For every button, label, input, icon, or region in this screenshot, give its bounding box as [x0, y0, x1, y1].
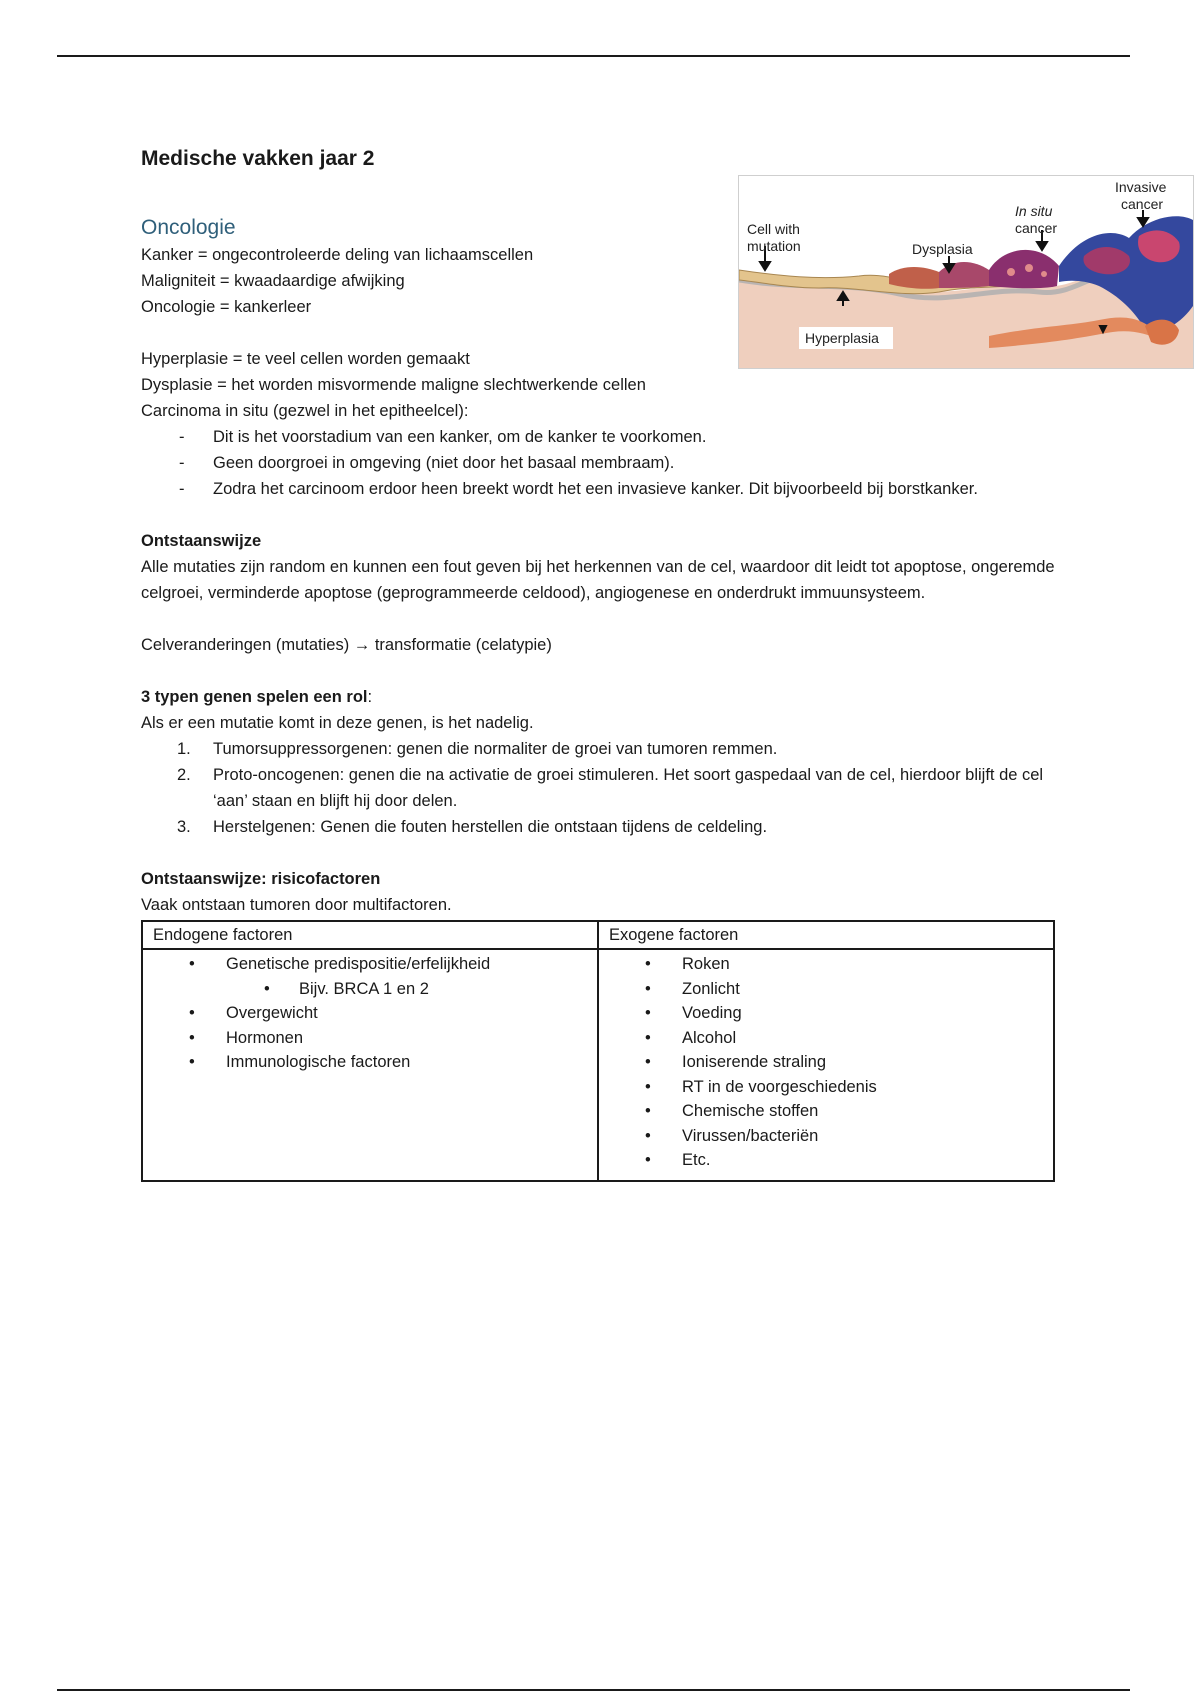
genen-heading — [141, 684, 1061, 710]
document-title: Medische vakken jaar 2 — [141, 147, 375, 170]
list-item: • Zonlicht — [599, 977, 1053, 1002]
genen-heading-text: 3 typen genen spelen een rol — [141, 688, 368, 706]
genen-intro: Als er een mutatie komt in deze genen, is het nadelig. — [141, 714, 534, 732]
label-hyperplasia: Hyperplasia — [805, 330, 879, 346]
genen-heading-suffix: : — [367, 688, 373, 706]
list-item: • RT in de voorgeschiedenis — [599, 1075, 1053, 1100]
list-item — [141, 762, 1061, 814]
list-item: • Hormonen — [143, 1026, 597, 1051]
list-item: • Alcohol — [599, 1026, 1053, 1051]
list-item: • Ioniserende straling — [599, 1050, 1053, 1075]
list-number: 1. — [177, 740, 191, 758]
risk-factors-table — [141, 920, 1055, 1182]
header-rule — [57, 55, 1130, 57]
list-item: • Bijv. BRCA 1 en 2 — [143, 977, 597, 1002]
definition-hyperplasie: Hyperplasie = te veel cellen worden gemaakt — [141, 350, 470, 368]
list-number: 2. — [177, 766, 191, 784]
label-cell-with-mutation-1: Cell with — [747, 221, 800, 237]
label-dysplasia: Dysplasia — [912, 241, 973, 257]
endogeen-list — [143, 952, 597, 1075]
list-item: • Chemische stoffen — [599, 1099, 1053, 1124]
list-text: Proto-oncogenen: genen die na activatie de groei stimuleren. Het soort gaspedaal van de cel, hierdoor blijft de cel ‘aan’ staan en blijft hij door delen. — [213, 766, 1044, 810]
carcinoma-intro: Carcinoma in situ (gezwel in het epitheelcel): — [141, 402, 469, 420]
definition-oncologie: Oncologie = kankerleer — [141, 298, 312, 316]
ontstaanswijze-text: Alle mutaties zijn random en kunnen een fout geven bij het herkennen van de cel, waardoor dit leidt tot apoptose, ongeremde celgroei, verminderde apoptose (geprogrammeerde celdood), angiogenese en onderdrukt immuunsysteem. — [141, 558, 1055, 602]
celveranderingen-text: Celveranderingen (mutaties) → transformatie (celatypie) — [141, 636, 552, 654]
label-in-situ-1: In situ — [1015, 203, 1053, 219]
table-header-row — [142, 921, 1054, 949]
risicofactoren-intro: Vaak ontstaan tumoren door multifactoren. — [141, 896, 452, 914]
label-in-situ-2: cancer — [1015, 220, 1058, 236]
list-item: • Overgewicht — [143, 1001, 597, 1026]
list-item — [141, 814, 1061, 840]
definition-kanker: Kanker = ongecontroleerde deling van lichaamscellen — [141, 246, 534, 264]
table-cell-exogeen — [598, 949, 1054, 1181]
document-body — [141, 140, 1061, 1182]
list-item: • Roken — [599, 952, 1053, 977]
list-item: • Genetische predispositie/erfelijkheid — [143, 952, 597, 977]
genen-list — [141, 736, 1061, 840]
list-item: • Immunologische factoren — [143, 1050, 597, 1075]
definition-dysplasie: Dysplasie = het worden misvormende maligne slechtwerkende cellen — [141, 376, 646, 394]
label-invasive-1: Invasive — [1115, 179, 1167, 195]
list-number: 3. — [177, 818, 191, 836]
list-item: - Geen doorgroei in omgeving (niet door het basaal membraam). — [141, 450, 1061, 476]
label-invasive-2: cancer — [1121, 196, 1164, 212]
list-item — [141, 736, 1061, 762]
section-heading-risicofactoren: Ontstaanswijze: risicofactoren — [141, 870, 381, 888]
list-item: - Dit is het voorstadium van een kanker, om de kanker te voorkomen. — [141, 424, 1061, 450]
label-cell-with-mutation-2: mutation — [747, 238, 801, 254]
table-row — [142, 949, 1054, 1181]
list-text: Herstelgenen: Genen die fouten herstellen die ontstaan tijdens de celdeling. — [213, 818, 768, 836]
footer-rule — [57, 1689, 1130, 1691]
list-item: • Voeding — [599, 1001, 1053, 1026]
carcinoma-list — [141, 424, 1061, 502]
section-heading-ontstaanswijze: Ontstaanswijze — [141, 532, 262, 550]
list-item: • Etc. — [599, 1148, 1053, 1173]
list-item: • Virussen/bacteriën — [599, 1124, 1053, 1149]
table-cell-endogeen — [142, 949, 598, 1181]
column-header-exogeen: Exogene factoren — [598, 921, 1054, 949]
column-header-endogeen: Endogene factoren — [142, 921, 598, 949]
exogeen-list — [599, 952, 1053, 1173]
definition-maligniteit: Maligniteit = kwaadaardige afwijking — [141, 272, 405, 290]
section-heading-oncologie: Oncologie — [141, 216, 236, 239]
list-item: - Zodra het carcinoom erdoor heen breekt wordt het een invasieve kanker. Dit bijvoorbeeld bij borstkanker. — [141, 476, 1061, 502]
list-text: Tumorsuppressorgenen: genen die normaliter de groei van tumoren remmen. — [213, 740, 778, 758]
